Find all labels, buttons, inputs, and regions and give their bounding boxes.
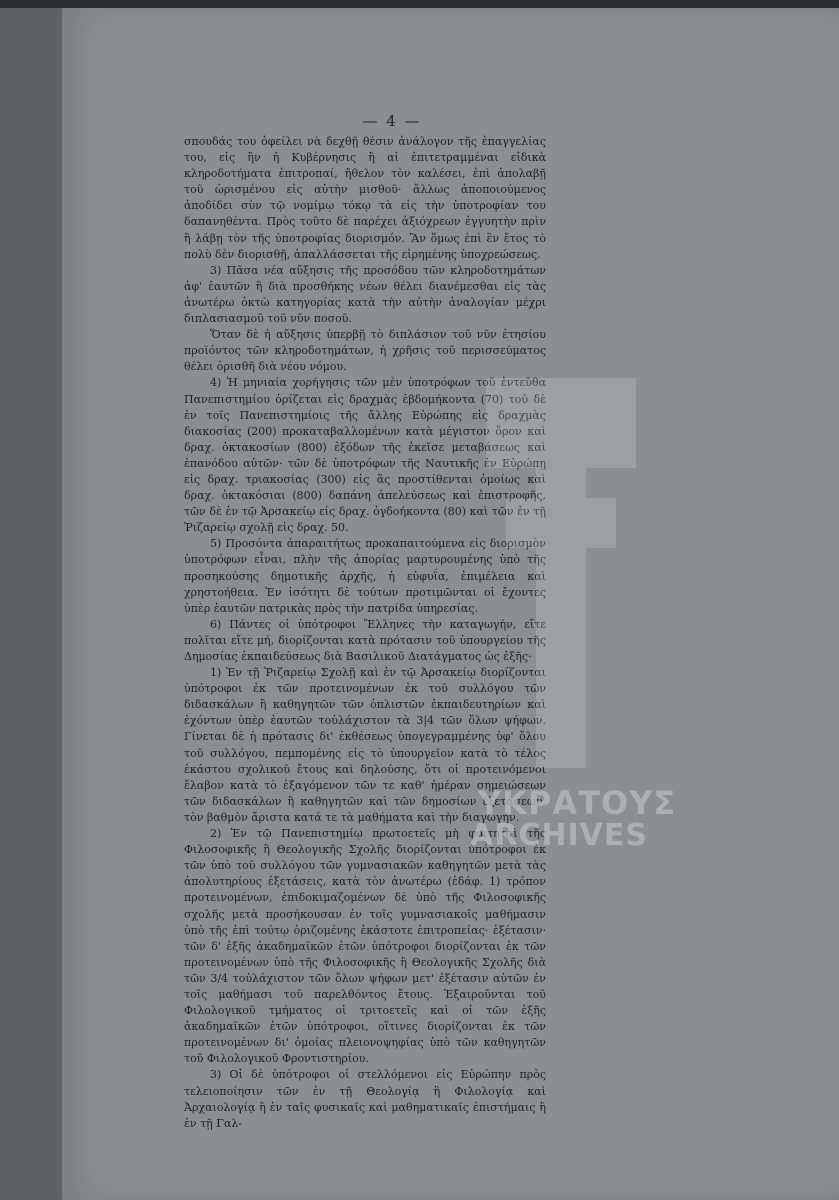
paragraph-6-item-1: 1) Ἐν τῇ Ῥιζαρείῳ Σχολῇ καὶ ἐν τῷ Ἀρσακείῳ διορίζονται ὑπότροφοι ἐκ τῶν προτεινομένων ἐκ τοῦ συλλόγου τῶν διδασκάλων ἢ καθηγητῶν τῶν ὁπλιστῶν ἐκπαιδευτηρίων καὶ ἐχόντων ὑπὲρ ἑαυτῶν τοὐλάχιστον τὰ 3|4 τῶν ὅλων ψήφων. Γίνεται δὲ ἡ πρότασις δι' ἐκθέσεως ὑπογεγραμμένης ὑφ' ὅλου τοῦ συλλόγου, πεμπομένης εἰς τὸ ὑπουργεῖον κατὰ τὸ τέλος ἑκάστου σχολικοῦ ἔτους καὶ δηλούσης, ὅτι οἱ προτεινόμενοι ἔλαβον κατὰ τὸ ἐξαγόμενον τῶν τε καθ' ἡμέραν σημειώσεων τῶν διδασκάλων ἢ καθηγητῶν καὶ τῶν δημοσίων ἐξετάσεων, τὸν βαθμὸν ἄριστα κατά τε τὰ μαθήματα καὶ τὴν διαγωγήν.	[184, 666, 546, 824]
paragraph-3-continued: Ὅταν δὲ ἡ αὔξησις ὑπερβῇ τὸ διπλάσιον τοῦ νῦν ἐτησίου προϊόντος τῶν κληροδοτημάτων, ἡ χρῆσις τοῦ περισσεύματος θέλει ὁρισθῆ διὰ νέου νόμου.	[184, 328, 546, 374]
watermark-line-2: ARCHIVES	[470, 818, 648, 853]
page-number: — 4 —	[362, 112, 422, 130]
paragraph-5: 5) Προσόντα ἀπαραιτήτως προκαπαιτούμενα εἰς διορισμὸν ὑποτρόφων εἶναι, πλὴν τῆς ἀπορίας μαρτυρουμένης ὑπὸ τῆς προσηκούσης δημοτικῆς ἀρχῆς, ἡ εὐφυΐα, ἐπιμέλεια καὶ χρηστοήθεια. Ἐν ἰσότητι δὲ τούτων προτιμῶνται οἱ ἔχοντες ὑπὲρ ἑαυτῶν πατρικὰς πρὸς τὴν πατρίδα ὑπηρεσίας.	[184, 537, 546, 615]
paragraph-6-item-3: 3) Οἱ δὲ ὑπότροφοι οἱ στελλόμενοι εἰς Εὐρώπην πρὸς τελειοποίησιν τῶν ἐν τῇ Θεολογίᾳ ἢ Φιλολογίᾳ καὶ Ἀρχαιολογίᾳ ἢ ἐν ταῖς φυσικαῖς καὶ μαθηματικαῖς ἐπιστήμαις ἢ ἐν τῇ Γαλ-	[184, 1068, 546, 1130]
paragraph-4: 4) Ἡ μηνιαία χορήγησις τῶν μὲν ὑποτρόφων τοῦ ἐντεῦθα Πανεπιστημίου ὁρίζεται εἰς δραχμὰς ἑβδομήκοντα (70) τοῦ δὲ ἐν τοῖς Πανεπιστημίοις τῆς ἄλλης Εὐρώπης εἰς δραχμὰς διακοσίας (200) προκαταβαλλομένων κατὰ μέγιστον ὅρον καὶ δραχ. ὀκτακοσίων (800) ἐξόδων τῆς ἐκεῖσε μεταβάσεως καὶ ἐπανόδου αὐτῶν· τῶν δὲ ὑποτρόφων τῆς Ναυτικῆς ἐν Εὐρώπῃ εἰς δραχ. τριακοσίας (300) εἰς ἃς προστίθενται ὁμοίως καὶ δραχ. ὀκτακόσιαι (800) δαπάνη ἀπελεύσεως καὶ ἐπιστροφῆς, τῶν δὲ ἐν τῷ Ἀρσακείῳ εἰς δραχ. ὀγδοήκοντα (80) καὶ τῶν ἐν τῇ Ῥιζαρείῳ σχολῇ εἰς δραχ. 50.	[184, 376, 546, 535]
scan-left-margin	[0, 8, 62, 1200]
paragraph-6: 6) Πάντες οἱ ὑπότροφοι Ἕλληνες τὴν καταγωγήν, εἴτε πολῖται εἴτε μή, διορίζονται κατὰ πρότασιν τοῦ ὑπουργείου τῆς Δημοσίας ἐκπαιδεύσεως διὰ Βασιλικοῦ Διατάγματος ὡς ἑξῆς·	[184, 617, 546, 663]
paragraph-3: 3) Πᾶσα νέα αὔξησις τῆς προσόδου τῶν κληροδοτημάτων ἀφ' ἑαυτῶν ἢ διὰ προσθήκης νέων θέλει διανέμεσθαι εἰς τὰς ἀνωτέρω ὀκτὼ κατηγορίας κατὰ τὴν αὐτὴν ἀναλογίαν μέχρι διπλασιασμοῦ τοῦ νῦν ποσοῦ.	[184, 263, 546, 326]
scan-top-edge	[0, 0, 839, 8]
paragraph-continuation: σπουδάς του ὀφείλει νὰ δεχθῇ θέσιν ἀνάλογον τῆς ἐπαγγελίας του, εἰς ἣν ἡ Κυβέρνησις ἢ αἱ ἐπιτετραμμέναι εἰδικὰ κληροδοτήματα ἐπιτροπαί, ἤθελον τὸν καλέσει, ἐπὶ ἀπολαβῇ τοῦ ὡρισμένου εἰς αὐτὴν μισθοῦ· ἄλλως ἀποποιούμενος ἀποδίδει σὺν τῷ νομίμῳ τόκῳ τὰ εἰς τὴν ὑποτροφίαν του δαπανηθέντα. Πρὸς τοῦτο δὲ παρέχει ἀξιόχρεων ἐγγυητὴν πρὶν ἢ λάβῃ τὸν τῆς ὑποτροφίας διορισμόν. Ἂν ὅμως ἐπὶ ἓν ἔτος τὸ πολὺ δὲν διορισθῇ, ἀπαλλάσσεται τῆς εἰρημένης ὑποχρεώσεως.	[184, 135, 546, 261]
watermark-line-1: ΥΚΡΑΤΟΥΣ	[478, 784, 677, 822]
archive-watermark-icon	[466, 348, 656, 788]
paragraph-6-item-2: 2) Ἐν τῷ Πανεπιστημίῳ πρωτοετεῖς μὴ φοιτηταὶ τῆς Φιλοσοφικῆς ἢ Θεολογικῆς Σχολῆς διορίζονται ὑπότροφοι ἐκ τῶν ὑπὸ τοῦ συλλόγου τῶν γυμνασιακῶν καθηγητῶν μετὰ τὰς ἀπολυτηρίους ἐξετάσεις, κατὰ τὸν ἀνωτέρω (ἐδάφ. 1) τρόπον προτεινομένων, ἐπιδοκιμαζομένων δὲ ὑπὸ τῆς Φιλοσοφικῆς σχολῆς μετὰ προσήκουσαν ἐν τοῖς γυμνασιακοῖς μαθήμασιν ὑπὸ τῆς ἐπὶ τούτῳ ὁριζομένης ἑκάστοτε ἐπιτροπείας· ἐξέτασιν· τῶν δ' ἑξῆς ἀκαδημαϊκῶν ἐτῶν ὑπότροφοι διορίζονται ἐκ τῶν προτεινομένων ὑπὸ τῆς Φιλοσοφικῆς ἢ Θεολογικῆς Σχολῆς διὰ τῶν 3/4 τοὐλάχιστον τῶν ὅλων ψήφων μετ' ἐξέτασιν αὐτῶν ἐν τοῖς μαθήμασι τοῦ παρελθόντος ἔτους. Ἐξαιροῦνται τοῦ Φιλολογικοῦ τμήματος οἱ τριτοετεῖς καὶ οἱ τῶν ἑξῆς ἀκαδημαϊκῶν ἐτῶν ὑπότροφοι, οἵτινες διορίζονται ἐκ τῶν προτεινομένων δι' ὁμοίας πλειονοψηφίας ὑπὸ τῶν καθηγητῶν τοῦ Φιλολογικοῦ Φροντιστηρίου.	[184, 827, 546, 1066]
document-page	[62, 8, 839, 1200]
